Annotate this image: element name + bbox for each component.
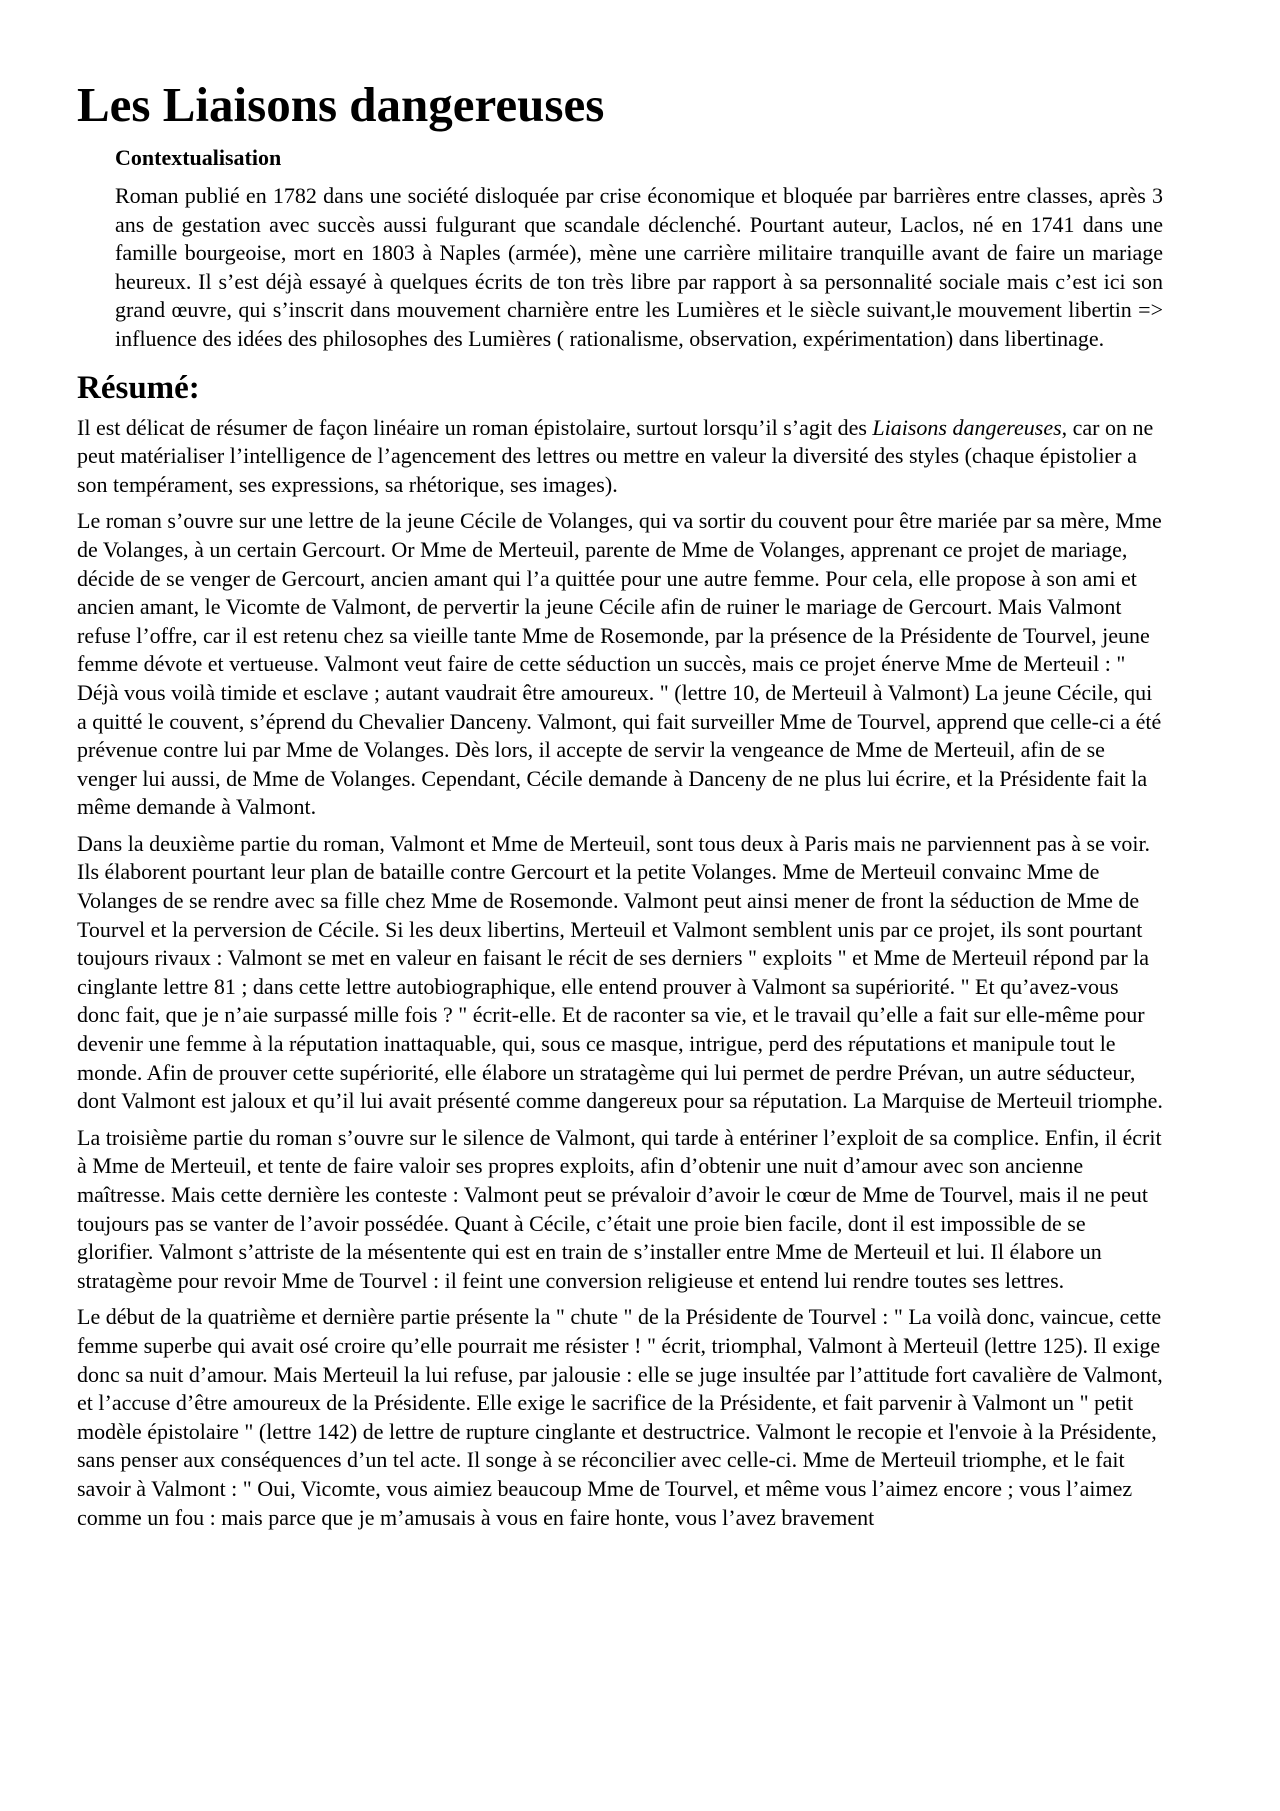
document-title: Les Liaisons dangereuses [77,77,605,132]
resume-paragraph-4: La troisième partie du roman s’ouvre sur le silence de Valmont, qui tarde à entériner l’exploit de sa complice. Enfin, il écrit à Mme de Merteuil, et tente de faire valoir ses propres exploits, afin d’obtenir une nuit d’amour avec son ancienne maîtresse. Mais cette dernière les conteste : Valmont peut se prévaloir d’avoir le cœur de Mme de Tourvel, mais il ne peut toujours pas se vanter de l’avoir possédée. Quant à Cécile, c’était une proie bien facile, dont il est impossible de se glorifier. Valmont s’attriste de la mésentente qui est en train de s’installer entre Mme de Merteuil et lui. Il élabore un stratagème pour revoir Mme de Tourvel : il feint une conversion religieuse et entend lui rendre toutes ses lettres. [77,1124,1162,1293]
context-paragraph: Roman publié en 1782 dans une société disloquée par crise économique et bloquée par barrières entre classes, après 3 ans de gestation avec succès aussi fulgurant que scandale déclenché. Pourtant auteur, Laclos, né en 1741 dans une famille bourgeoise, mort en 1803 à Naples (armée), mène une carrière militaire tranquille avant de faire un mariage heureux. Il s’est déjà essayé à quelques écrits de ton très libre par rapport à sa personnalité sociale mais c’est ici son grand œuvre, qui s’inscrit dans mouvement charnière entre les Lumières et le siècle suivant,le mouvement libertin => influence des idées des philosophes des Lumières ( rationalisme, observation, expérimentation) dans libertinage. [115,183,1163,351]
resume-paragraph-3: Dans la deuxième partie du roman, Valmont et Mme de Merteuil, sont tous deux à Paris mais ne parviennent pas à se voir. Ils élaborent pourtant leur plan de bataille contre Gercourt et la petite Volanges. Mme de Merteuil convainc Mme de Volanges de se rendre avec sa fille chez Mme de Rosemonde. Valmont peut ainsi mener de front la séduction de Mme de Tourvel et la perversion de Cécile. Si les deux libertins, Merteuil et Valmont semblent unis par ce projet, ils sont pourtant toujours rivaux : Valmont se met en valeur en faisant le récit de ses derniers " exploits " et Mme de Merteuil répond par la cinglante lettre 81 ; dans cette lettre autobiographique, elle entend prouver à Valmont sa supériorité. " Et qu’avez-vous donc fait, que je n’aie surpassé mille fois ? " écrit-elle. Et de raconter sa vie, et le travail qu’elle a fait sur elle-même pour devenir une femme à la réputation inattaquable, qui, sous ce masque, intrigue, perd des réputations et manipule tout le monde. Afin de prouver cette supériorité, elle élabore un stratagème qui lui permet de perdre Prévan, un autre séducteur, dont Valmont est jaloux et qu’il lui avait présenté comme dangereux pour sa réputation. La Marquise de Merteuil triomphe. [77,830,1163,1114]
resume-paragraph-5: Le début de la quatrième et dernière partie présente la " chute " de la Présidente de Tourvel : " La voilà donc, vaincue, cette femme superbe qui avait osé croire qu’elle pourrait me résister ! " écrit, triomphal, Valmont à Merteuil (lettre 125). Il exige donc sa nuit d’amour. Mais Merteuil la lui refuse, par jalousie : elle se juge insultée par l’attitude fort cavalière de Valmont, et l’accuse d’être amoureux de la Présidente. Elle exige le sacrifice de la Présidente, et fait parvenir à Valmont un " petit modèle épistolaire " (lettre 142) de lettre de rupture cinglante et destructrice. Valmont le recopie et l'envoie à la Présidente, sans penser aux conséquences d’un tel acte. Il songe à se réconcilier avec celle-ci. Mme de Merteuil triomphe, et le fait savoir à Valmont : " Oui, Vicomte, vous aimiez beaucoup Mme de Tourvel, et même vous l’aimez encore ; vous l’aimez comme un fou : mais parce que je m’amusais à vous en faire honte, vous l’avez bravement [77,1304,1163,1530]
resume-paragraph-1 [77,414,1163,500]
resume-paragraph-1-end: , car on ne peut matérialiser l’intelligence de l’agencement des lettres ou mettre en valeur la diversité des styles (chaque épistolier a son tempérament, ses expressions, sa rhétorique, ses images). [77,414,1154,497]
document-page [77,76,1163,1540]
resume-section [77,414,1163,1533]
resume-paragraph-1-start: Il est délicat de résumer de façon linéaire un roman épistolaire, surtout lorsqu’il s’agit des [77,414,873,440]
book-title-italic: Liaisons dangereuses [872,414,1062,440]
resume-heading: Résumé: [77,369,200,406]
resume-paragraph-2: Le roman s’ouvre sur une lettre de la jeune Cécile de Volanges, qui va sortir du couvent pour être mariée par sa mère, Mme de Volanges, à un certain Gercourt. Or Mme de Merteuil, parente de Mme de Volanges, apprenant ce projet de mariage, décide de se venger de Gercourt, ancien amant qui l’a quittée pour une autre femme. Pour cela, elle propose à son ami et ancien amant, le Vicomte de Valmont, de pervertir la jeune Cécile afin de ruiner le mariage de Gercourt. Mais Valmont refuse l’offre, car il est retenu chez sa vieille tante Mme de Rosemonde, par la présence de la Présidente de Tourvel, jeune femme dévote et vertueuse. Valmont veut faire de cette séduction un succès, mais ce projet énerve Mme de Merteuil : " Déjà vous voilà timide et esclave ; autant vaudrait être amoureux. " (lettre 10, de Merteuil à Valmont) La jeune Cécile, qui a quitté le couvent, s’éprend du Chevalier Danceny. Valmont, qui fait surveiller Mme de Tourvel, apprend que celle-ci a été prévenue contre lui par Mme de Volanges. Dès lors, il accepte de servir la vengeance de Mme de Merteuil, afin de se venger lui aussi, de Mme de Volanges. Cependant, Cécile demande à Danceny de ne plus lui écrire, et la Présidente fait la même demande à Valmont. [77,508,1162,820]
context-section [115,144,1163,354]
context-heading: Contextualisation [115,145,282,170]
